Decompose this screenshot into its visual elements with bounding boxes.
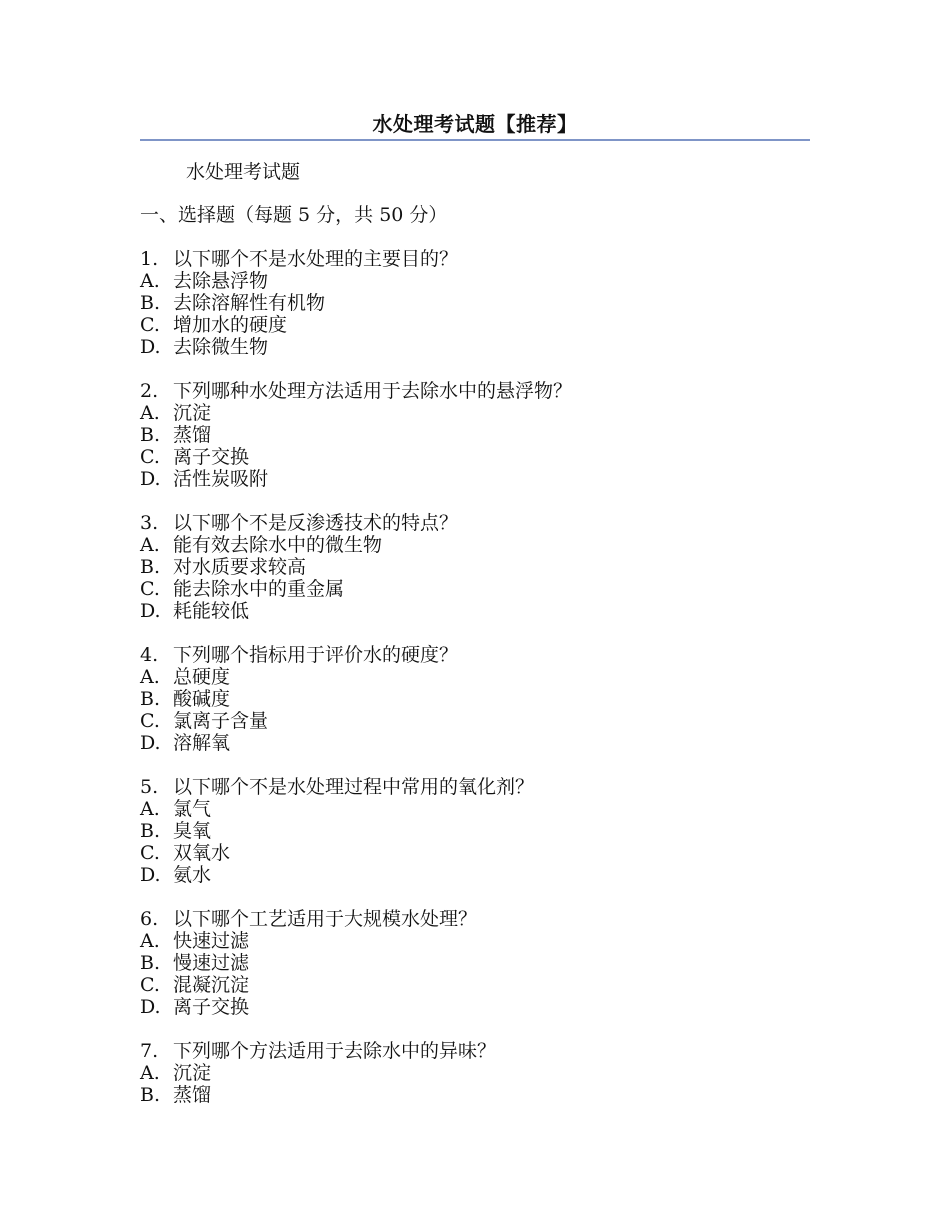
question-number: 1.: [140, 248, 159, 270]
question-list: [140, 248, 810, 1106]
title-underline-rule: [140, 139, 810, 141]
option-text: 总硬度: [173, 666, 231, 688]
answer-option: [140, 534, 810, 556]
option-label: D.: [140, 864, 161, 886]
option-text: 酸碱度: [173, 688, 231, 710]
answer-option: [140, 468, 810, 490]
option-text: 离子交换: [173, 996, 250, 1018]
option-text: 能有效去除水中的微生物: [173, 534, 383, 556]
option-text: 沉淀: [173, 1062, 212, 1084]
option-label: A.: [140, 270, 160, 292]
question-number: 6.: [140, 908, 159, 930]
option-label: A.: [140, 534, 160, 556]
answer-option: [140, 710, 810, 732]
question-text: 下列哪个指标用于评价水的硬度？: [173, 644, 459, 666]
question-number: 3.: [140, 512, 159, 534]
answer-option: [140, 424, 810, 446]
answer-option: [140, 402, 810, 424]
option-label: D.: [140, 732, 161, 754]
option-text: 蒸馏: [173, 1084, 212, 1106]
question-text: 以下哪个不是水处理的主要目的？: [173, 248, 459, 270]
answer-option: [140, 600, 810, 622]
answer-option: [140, 820, 810, 842]
option-label: D.: [140, 336, 161, 358]
question-text: 下列哪种水处理方法适用于去除水中的悬浮物？: [173, 380, 573, 402]
option-text: 溶解氧: [173, 732, 231, 754]
option-label: C.: [140, 842, 160, 864]
option-label: D.: [140, 468, 161, 490]
option-text: 耗能较低: [173, 600, 250, 622]
option-text: 慢速过滤: [173, 952, 250, 974]
answer-option: [140, 842, 810, 864]
question-stem: [140, 512, 810, 534]
option-text: 去除溶解性有机物: [173, 292, 326, 314]
question-block: [140, 776, 810, 886]
option-text: 双氧水: [173, 842, 231, 864]
question-block: [140, 908, 810, 1018]
question-stem: [140, 644, 810, 666]
option-label: A.: [140, 798, 160, 820]
answer-option: [140, 578, 810, 600]
question-number: 5.: [140, 776, 159, 798]
option-label: B.: [140, 424, 161, 446]
option-text: 快速过滤: [173, 930, 250, 952]
question-text: 以下哪个工艺适用于大规模水处理？: [173, 908, 478, 930]
answer-option: [140, 314, 810, 336]
option-label: A.: [140, 402, 160, 424]
answer-option: [140, 336, 810, 358]
option-label: A.: [140, 930, 160, 952]
question-number: 4.: [140, 644, 159, 666]
option-text: 氨水: [173, 864, 212, 886]
option-text: 增加水的硬度: [173, 314, 288, 336]
option-text: 离子交换: [173, 446, 250, 468]
answer-option: [140, 556, 810, 578]
answer-option: [140, 666, 810, 688]
answer-option: [140, 1084, 810, 1106]
answer-option: [140, 996, 810, 1018]
question-text: 以下哪个不是反渗透技术的特点？: [173, 512, 459, 534]
option-text: 氯离子含量: [173, 710, 269, 732]
option-label: B.: [140, 292, 161, 314]
question-text: 下列哪个方法适用于去除水中的异味？: [173, 1040, 497, 1062]
answer-option: [140, 446, 810, 468]
answer-option: [140, 930, 810, 952]
option-label: B.: [140, 688, 161, 710]
option-text: 混凝沉淀: [173, 974, 250, 996]
answer-option: [140, 292, 810, 314]
question-block: [140, 248, 810, 358]
question-block: [140, 644, 810, 754]
question-block: [140, 380, 810, 490]
question-number: 2.: [140, 380, 159, 402]
option-label: B.: [140, 820, 161, 842]
answer-option: [140, 952, 810, 974]
option-label: C.: [140, 446, 160, 468]
document-subtitle: 水处理考试题: [186, 161, 301, 183]
question-number: 7.: [140, 1040, 159, 1062]
option-text: 活性炭吸附: [173, 468, 269, 490]
option-label: D.: [140, 600, 161, 622]
option-label: C.: [140, 314, 160, 336]
answer-option: [140, 798, 810, 820]
answer-option: [140, 864, 810, 886]
option-label: B.: [140, 556, 161, 578]
answer-option: [140, 270, 810, 292]
option-text: 氯气: [173, 798, 212, 820]
document-body: [140, 161, 810, 1128]
option-text: 去除悬浮物: [173, 270, 269, 292]
option-label: C.: [140, 578, 160, 600]
answer-option: [140, 732, 810, 754]
question-text: 以下哪个不是水处理过程中常用的氧化剂？: [173, 776, 535, 798]
option-text: 能去除水中的重金属: [173, 578, 345, 600]
question-block: [140, 1040, 810, 1106]
question-stem: [140, 380, 810, 402]
option-label: B.: [140, 1084, 161, 1106]
answer-option: [140, 1062, 810, 1084]
question-stem: [140, 1040, 810, 1062]
option-label: A.: [140, 1062, 160, 1084]
question-stem: [140, 248, 810, 270]
option-text: 蒸馏: [173, 424, 212, 446]
option-text: 去除微生物: [173, 336, 269, 358]
option-text: 对水质要求较高: [173, 556, 307, 578]
question-stem: [140, 908, 810, 930]
document-title: 水处理考试题【推荐】: [372, 112, 578, 136]
option-label: A.: [140, 666, 160, 688]
option-label: B.: [140, 952, 161, 974]
option-label: D.: [140, 996, 161, 1018]
option-label: C.: [140, 710, 160, 732]
option-text: 沉淀: [173, 402, 212, 424]
section-heading: 一、选择题（每题 5 分，共 50 分）: [140, 204, 448, 226]
question-stem: [140, 776, 810, 798]
option-text: 臭氧: [173, 820, 212, 842]
option-label: C.: [140, 974, 160, 996]
answer-option: [140, 974, 810, 996]
question-block: [140, 512, 810, 622]
answer-option: [140, 688, 810, 710]
